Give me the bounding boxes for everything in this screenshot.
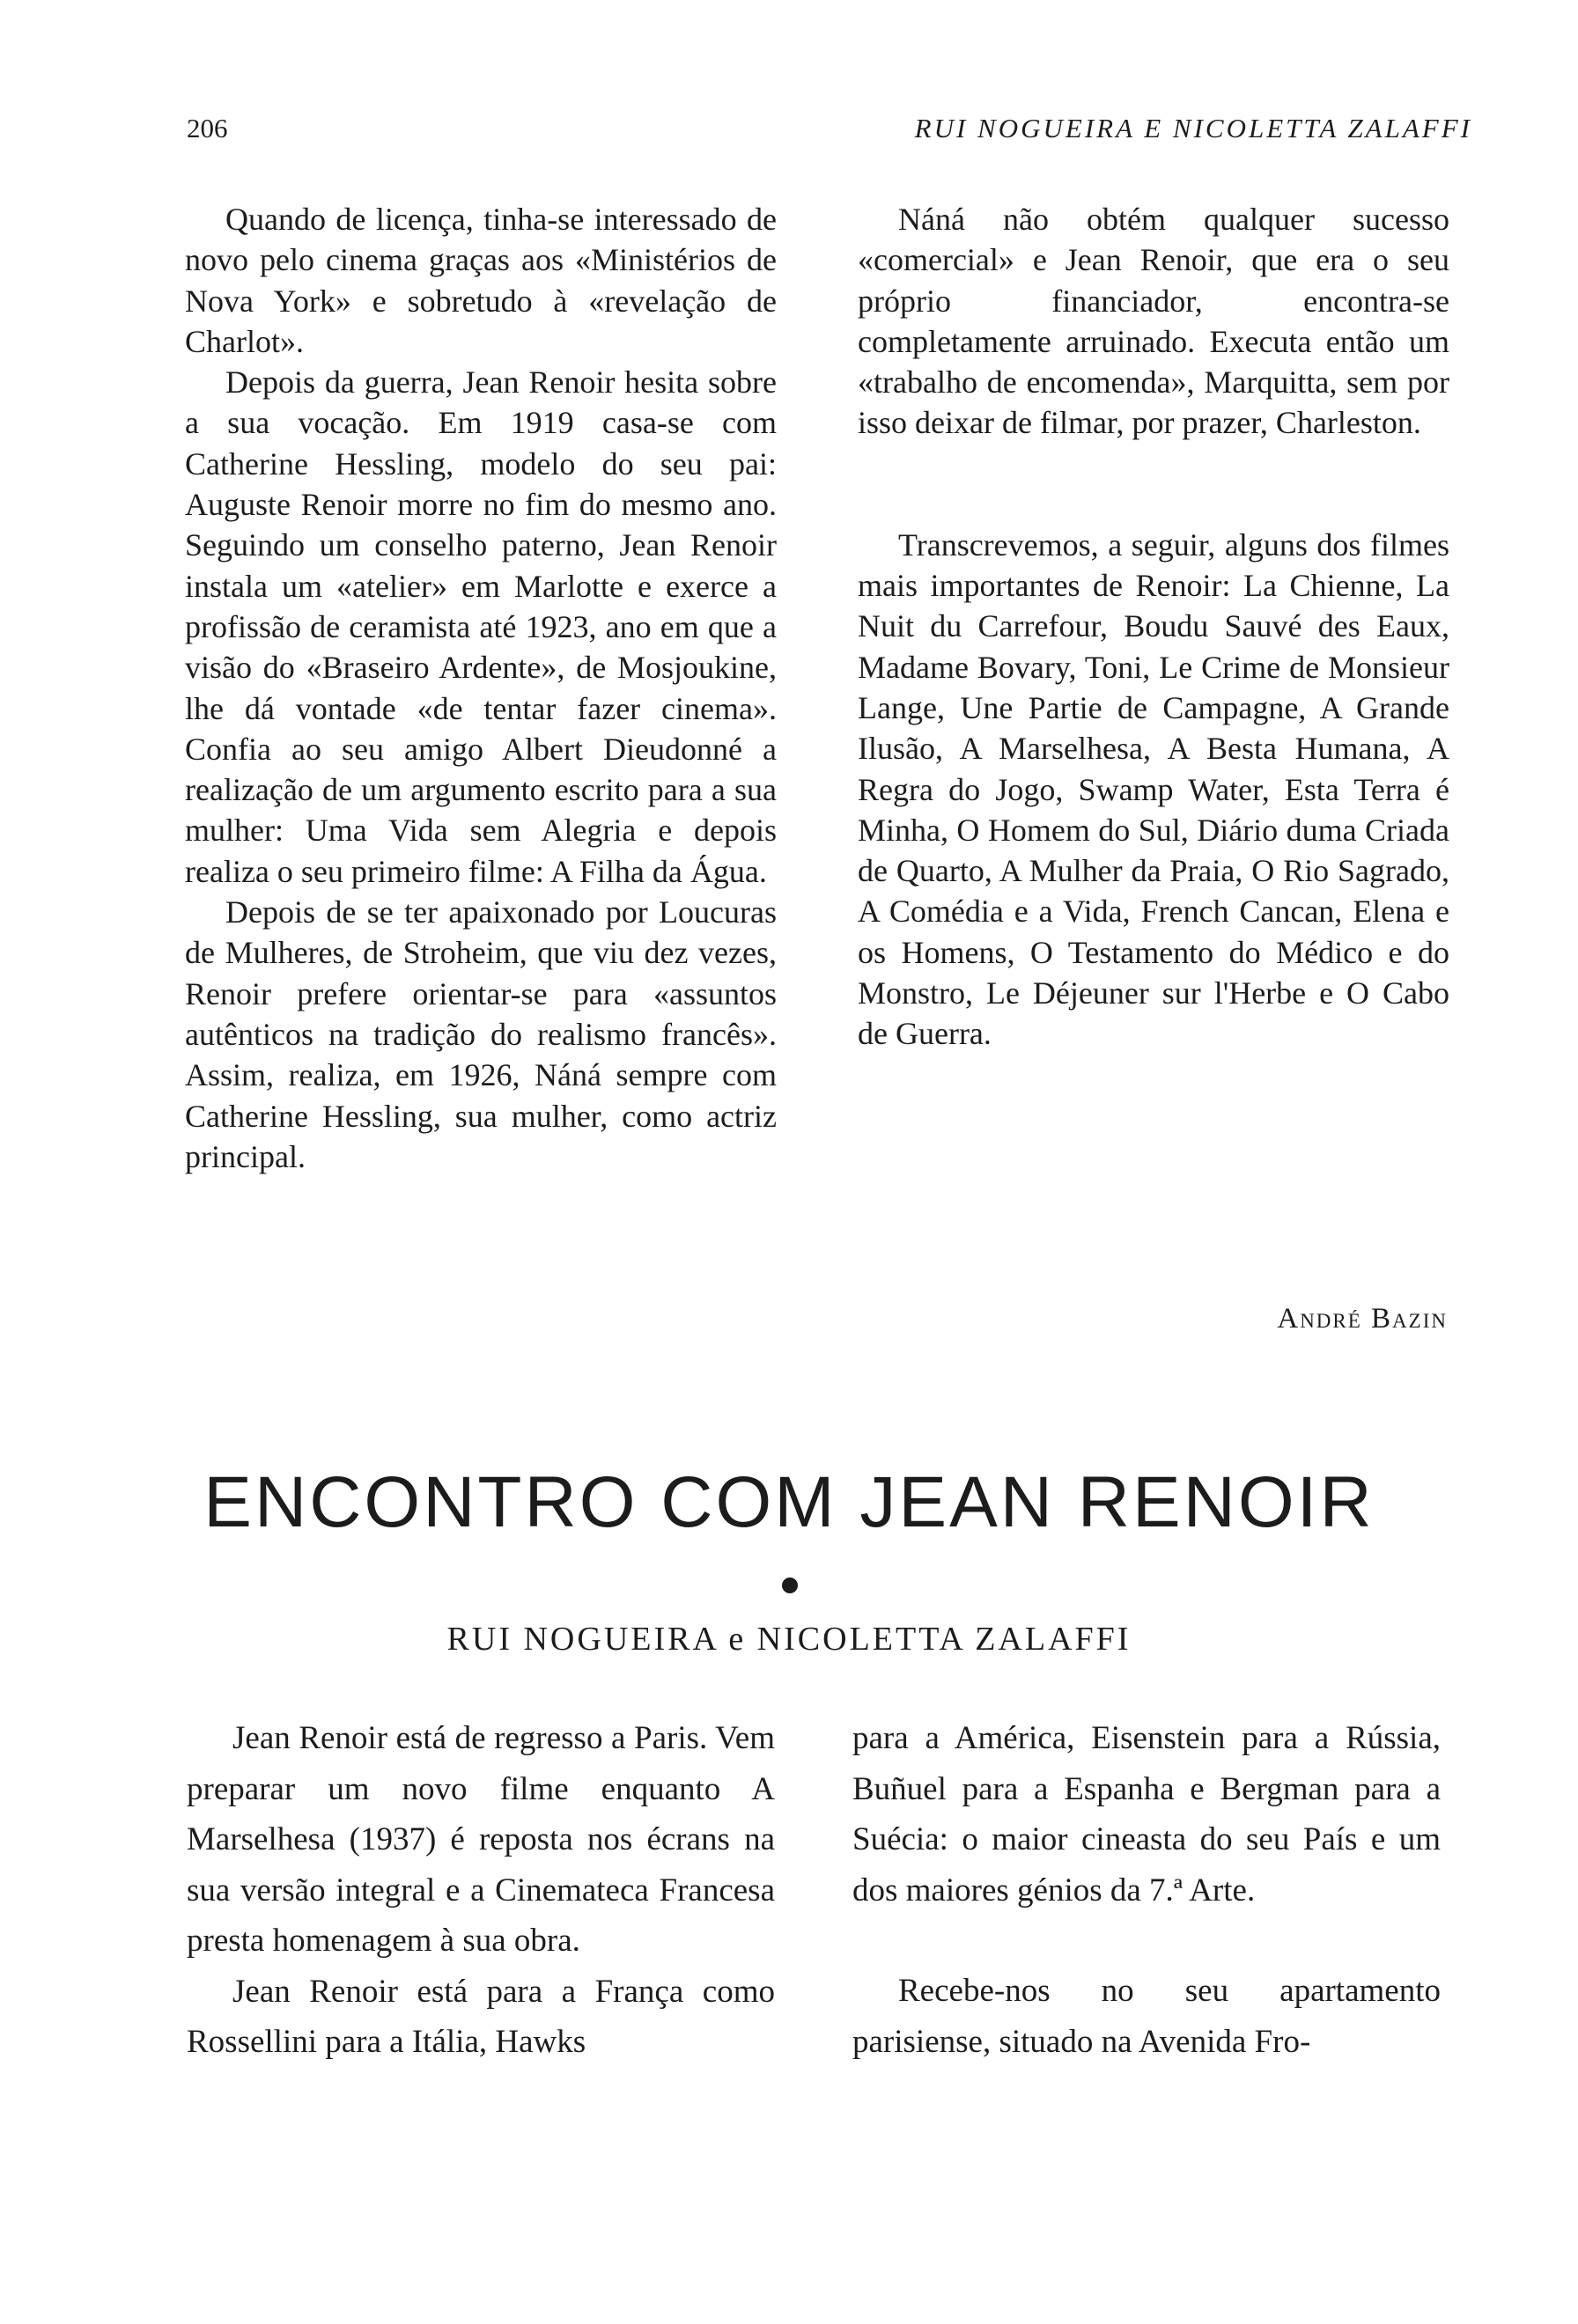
paragraph: Depois de se ter apaixonado por Loucuras de Mulheres, de Stroheim, que viu dez vezes, Renoir prefere orientar-se para «assuntos autênticos na tradição do realismo francês». Assim, realiza, em 1926, Náná sempre com Catherine Hessling, sua mulher, como actriz principal.: [185, 894, 777, 1174]
author-signature: André Bazin: [1277, 1303, 1448, 1335]
article-left-column: [187, 1713, 775, 2068]
bullet-ornament: [782, 1578, 798, 1593]
page-number: 206: [187, 113, 228, 143]
paragraph: Jean Renoir está de regresso a Paris. Vem preparar um novo filme enquanto A Marselhesa (1937) é reposta nos écrans na sua versão integral e a Cinemateca Francesa presta homenagem à sua obra.: [187, 1720, 775, 1959]
paragraph: Depois da guerra, Jean Renoir hesita sobre a sua vocação. Em 1919 casa-se com Catherine Hessling, modelo do seu pai: Auguste Renoir morre no fim do mesmo ano. Seguindo um conselho paterno, Jean Renoir instala um «atelier» em Marlotte e exerce a profissão de ceramista até 1923, ano em que a visão do «Braseiro Ardente», de Mosjoukine, lhe dá vontade «de tentar fazer cinema». Confia ao seu amigo Albert Dieudonné a realização de um argumento escrito para a sua mulher: Uma Vida sem Alegria e depois realiza o seu primeiro filme: A Filha da Água.: [185, 364, 777, 889]
paragraph: para a América, Eisenstein para a Rússia, Buñuel para a Espanha e Bergman para a Suécia: o maior cineasta do seu País e um dos maiores génios da 7.ª Arte.: [852, 1720, 1441, 1908]
paragraph: Jean Renoir está para a França como Rossellini para a Itália, Hawks: [187, 1973, 775, 2060]
running-head: RUI NOGUEIRA E NICOLETTA ZALAFFI: [914, 113, 1472, 143]
article-right-column: [852, 1713, 1441, 2067]
previous-article-left-column: [185, 199, 777, 1177]
article-byline: RUI NOGUEIRA e NICOLETTA ZALAFFI: [446, 1621, 1132, 1658]
paragraph: Recebe-nos no seu apartamento parisiense, situado na Avenida Fro-: [852, 1973, 1441, 2060]
article-title: ENCONTRO COM JEAN RENOIR: [203, 1462, 1375, 1542]
previous-article-right-column: [858, 199, 1449, 1055]
paragraph: Náná não obtém qualquer sucesso «comercial» e Jean Renoir, que era o seu próprio financiador, encontra-se completamente arruinado. Executa então um «trabalho de encomenda», Marquitta, sem por isso deixar de filmar, por prazer, Charleston.: [858, 202, 1449, 441]
film-list-paragraph: Transcrevemos, a seguir, alguns dos filmes mais importantes de Renoir: La Chienne, La Nuit du Carrefour, Boudu Sauvé des Eaux, Madame Bovary, Toni, Le Crime de Monsieur Lange, Une Partie de Campagne, A Grande Ilusão, A Marselhesa, A Besta Humana, A Regra do Jogo, Swamp Water, Esta Terra é Minha, O Homem do Sul, Diário duma Criada de Quarto, A Mulher da Praia, O Rio Sagrado, A Comédia e a Vida, French Cancan, Elena e os Homens, O Testamento do Médico e do Monstro, Le Déjeuner sur l'Herbe e O Cabo de Guerra.: [858, 526, 1449, 1052]
paragraph: Quando de licença, tinha-se interessado de novo pelo cinema graças aos «Ministérios de Nova York» e sobretudo à «revelação de Charlot».: [185, 202, 777, 359]
